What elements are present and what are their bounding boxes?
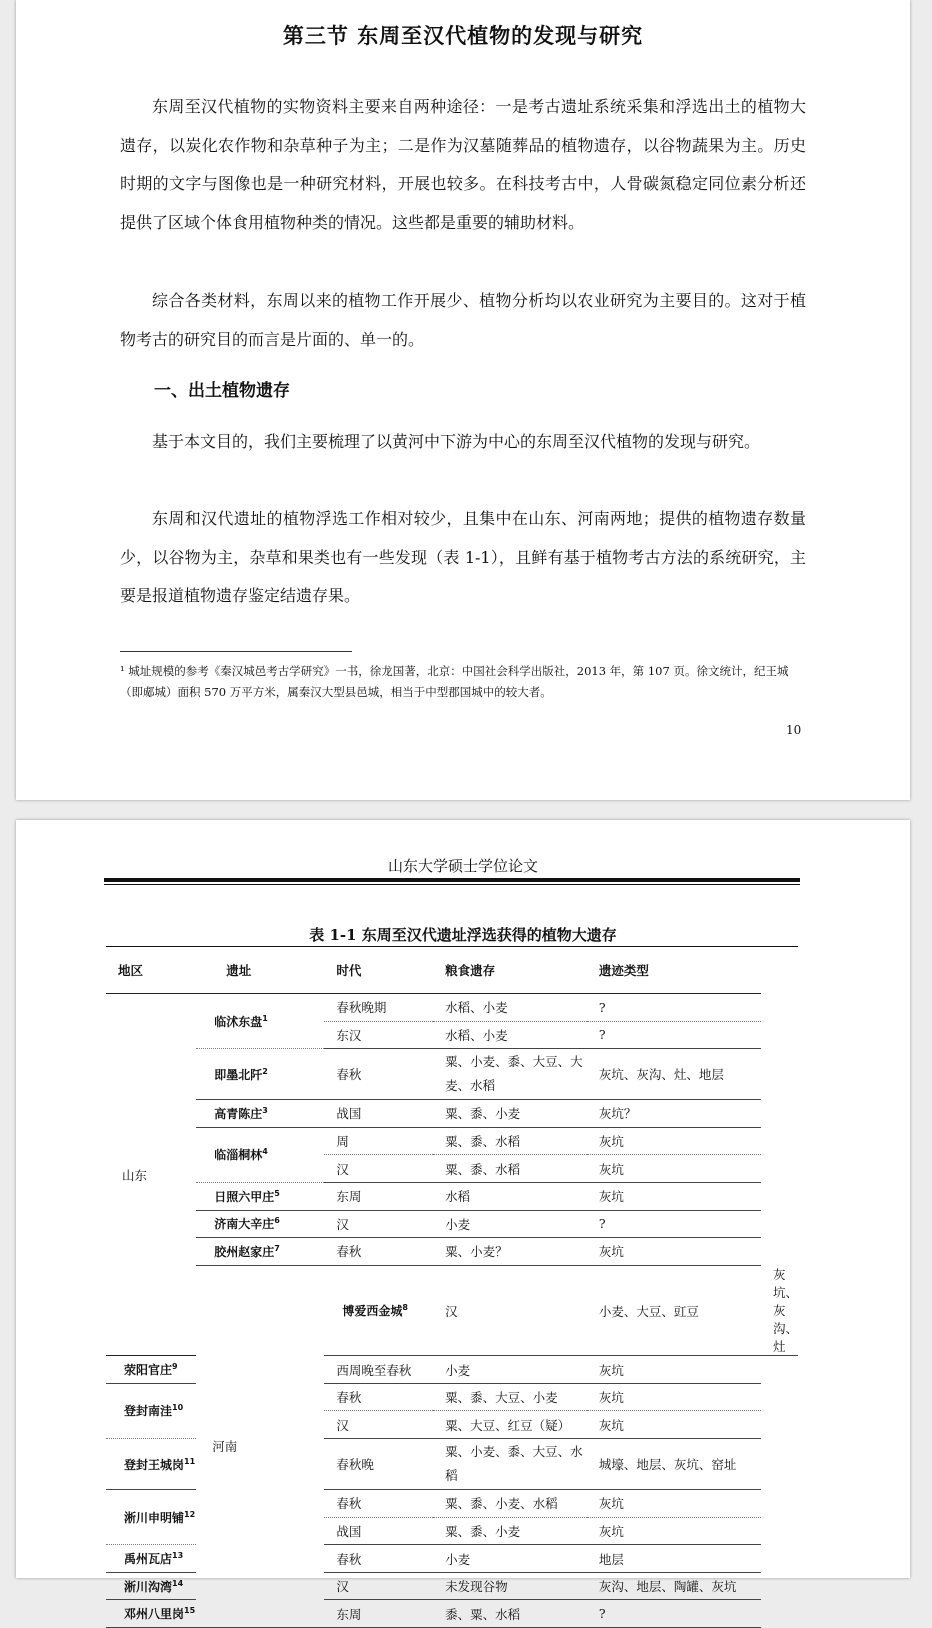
grain-cell: 粟、小麦、黍、大豆、大麦、水稻 [433, 1049, 587, 1100]
site-cell [196, 1182, 324, 1210]
table-row [106, 1127, 798, 1155]
col-header-region: 地区 [106, 947, 196, 994]
site-cell [196, 1210, 324, 1238]
site-cell [196, 1127, 324, 1182]
footnote-ref: 10 [172, 1403, 184, 1413]
site-cell [106, 1383, 196, 1438]
period-cell: 汉 [324, 1572, 433, 1600]
grain-cell: 水稻、小麦 [433, 1021, 587, 1049]
table-row [106, 1049, 798, 1100]
header-rule-thick [104, 878, 800, 882]
footnote-rule [120, 651, 352, 652]
feature-cell: ? [587, 1210, 761, 1238]
site-name: 临淄桐林 [214, 1148, 263, 1163]
site-cell [196, 994, 324, 1049]
period-cell: 春秋 [324, 1238, 433, 1266]
feature-cell: 城壕、地层、灰坑、窑址 [587, 1439, 761, 1490]
period-cell: 汉 [433, 1265, 587, 1356]
period-cell: 汉 [324, 1155, 433, 1183]
col-header-site: 遗址 [196, 947, 324, 994]
feature-cell: ? [587, 1021, 761, 1049]
site-name: 即墨北阡 [214, 1067, 263, 1082]
period-cell: 汉 [324, 1411, 433, 1439]
grain-cell: 黍、粟、水稻 [433, 1600, 587, 1628]
table-row [106, 994, 798, 1022]
feature-cell: 灰坑 [587, 1490, 761, 1518]
period-cell: 春秋 [324, 1490, 433, 1518]
col-header-feature: 遗迹类型 [587, 947, 761, 994]
period-cell: 春秋 [324, 1049, 433, 1100]
table-row [106, 1210, 798, 1238]
grain-cell: 粟、黍、水稻 [433, 1127, 587, 1155]
site-cell [196, 1049, 324, 1100]
feature-cell: 灰坑 [587, 1182, 761, 1210]
paragraph-4: 东周和汉代遗址的植物浮选工作相对较少，且集中在山东、河南两地；提供的植物遗存数量少，以谷物为主，杂草和果类也有一些发现（表 1-1），且鲜有基于植物考古方法的系统研究，主要是报道植物遗存鉴定结遗存果。 [120, 509, 806, 605]
feature-cell: ? [587, 994, 761, 1022]
site-name: 日照六甲庄 [214, 1189, 275, 1204]
footnote-ref: 1 [262, 1013, 268, 1023]
site-name: 博爱西金城 [342, 1304, 403, 1318]
footnote-ref: 4 [262, 1147, 268, 1157]
table-row [106, 1265, 798, 1356]
plant-remains-table-wrap [106, 946, 798, 1628]
grain-cell: 粟、黍、小麦 [433, 1100, 587, 1128]
period-cell: 东周 [324, 1182, 433, 1210]
grain-cell: 小麦、大豆、豇豆 [587, 1265, 761, 1356]
grain-cell: 未发现谷物 [433, 1572, 587, 1600]
grain-cell: 粟、黍、大豆、小麦 [433, 1383, 587, 1411]
period-cell: 周 [324, 1127, 433, 1155]
section-title: 第三节 东周至汉代植物的发现与研究 [282, 24, 644, 48]
region-cell [106, 994, 196, 1356]
grain-cell: 水稻、小麦 [433, 994, 587, 1022]
feature-cell: ? [587, 1600, 761, 1628]
feature-cell: 灰沟、地层、陶罐、灰坑 [587, 1572, 761, 1600]
period-cell: 战国 [324, 1517, 433, 1545]
period-cell: 春秋 [324, 1545, 433, 1573]
feature-cell: 灰坑 [587, 1238, 761, 1266]
site-name: 荥阳官庄 [124, 1363, 173, 1378]
footnote-ref: 12 [184, 1509, 196, 1519]
region-cell [196, 1265, 324, 1627]
table-row [106, 1100, 798, 1128]
feature-cell: 灰坑 [587, 1356, 761, 1384]
feature-cell: 地层 [587, 1545, 761, 1573]
footnote-ref: 14 [172, 1578, 184, 1588]
site-name: 邓州八里岗 [124, 1607, 185, 1622]
site-cell [196, 1238, 324, 1266]
feature-cell: 灰坑、灰沟、灶 [761, 1265, 798, 1356]
table-header-row [106, 947, 798, 994]
grain-cell: 粟、大豆、红豆（疑） [433, 1411, 587, 1439]
period-cell: 春秋 [324, 1383, 433, 1411]
table-row [106, 1182, 798, 1210]
site-cell [106, 1600, 196, 1628]
grain-cell: 粟、黍、小麦、水稻 [433, 1490, 587, 1518]
feature-cell: 灰坑 [587, 1383, 761, 1411]
feature-cell: 灰坑 [587, 1127, 761, 1155]
footnote-ref: 5 [274, 1188, 280, 1198]
site-name: 淅川申明铺 [124, 1510, 185, 1525]
grain-cell: 粟、小麦、黍、大豆、水稻 [433, 1439, 587, 1490]
grain-cell: 小麦 [433, 1356, 587, 1384]
footnote-ref: 15 [184, 1606, 196, 1616]
site-cell [196, 1100, 324, 1128]
header-rule-thin [104, 884, 800, 885]
period-cell: 东汉 [324, 1021, 433, 1049]
site-name: 胶州赵家庄 [214, 1244, 275, 1259]
site-name: 高青陈庄 [214, 1106, 263, 1121]
site-name: 济南大辛庄 [214, 1217, 275, 1232]
period-cell: 西周晚至春秋 [324, 1356, 433, 1384]
plant-remains-table [106, 946, 798, 1628]
grain-cell: 粟、黍、水稻 [433, 1155, 587, 1183]
grain-cell: 粟、黍、小麦 [433, 1517, 587, 1545]
grain-cell: 小麦 [433, 1210, 587, 1238]
site-cell [106, 1490, 196, 1545]
feature-cell: 灰坑？ [587, 1100, 761, 1128]
footnote-ref: 9 [172, 1362, 178, 1372]
grain-cell: 小麦 [433, 1545, 587, 1573]
col-header-grain: 粮食遗存 [433, 947, 587, 994]
document-page-1 [16, 0, 910, 800]
site-cell [106, 1572, 196, 1600]
running-header: 山东大学硕士学位论文 [387, 857, 538, 875]
site-cell [106, 1545, 196, 1573]
footnote-ref: 7 [274, 1243, 280, 1253]
col-header-period: 时代 [324, 947, 433, 994]
paragraph-3: 基于本文目的，我们主要梳理了以黄河中下游为中心的东周至汉代植物的发现与研究。 [152, 432, 761, 451]
period-cell: 战国 [324, 1100, 433, 1128]
feature-cell: 灰坑 [587, 1155, 761, 1183]
site-name: 临沭东盘 [214, 1014, 263, 1029]
footnote-ref: 11 [184, 1456, 196, 1466]
footnote-ref: 3 [262, 1105, 268, 1115]
site-name: 禹州瓦店 [124, 1552, 173, 1567]
site-name: 登封南洼 [124, 1404, 173, 1419]
footnote-ref: 8 [402, 1303, 408, 1312]
region-label: 河南 [212, 1439, 238, 1455]
period-cell: 东周 [324, 1600, 433, 1628]
table-caption: 表 1-1 东周至汉代遗址浮选获得的植物大遗存 [309, 926, 617, 944]
region-label: 山东 [122, 1167, 148, 1183]
footnote-ref: 13 [172, 1551, 184, 1561]
feature-cell: 灰坑 [587, 1517, 761, 1545]
period-cell: 春秋晚期 [324, 994, 433, 1022]
site-cell [106, 1356, 196, 1384]
grain-cell: 水稻 [433, 1182, 587, 1210]
paragraph-1: 东周至汉代植物的实物资料主要来自两种途径：一是考古遗址系统采集和浮选出土的植物大遗存，以炭化农作物和杂草种子为主；二是作为汉墓随葬品的植物遗存，以谷物蔬果为主。历史时期的文字与图像也是一种研究材料，开展也较多。在科技考古中，人骨碳氮稳定同位素分析还提供了区域个体食用植物种类的情况。这些都是重要的辅助材料。 [120, 97, 806, 232]
footnote-ref: 2 [262, 1066, 268, 1076]
grain-cell: 粟、小麦？ [433, 1238, 587, 1266]
feature-cell: 灰坑 [587, 1411, 761, 1439]
period-cell: 春秋晚 [324, 1439, 433, 1490]
site-cell [324, 1265, 433, 1356]
footnote: ¹ 城址规模的参考《秦汉城邑考古学研究》一书，徐龙国著，北京：中国社会科学出版社，2013 年，第 107 页。徐文统计，纪王城（即郕城）面积 570 万平方米，属秦汉大型县邑城，相当于中型郡国城中的较大者。 [120, 664, 789, 699]
feature-cell: 灰坑、灰沟、灶、地层 [587, 1049, 761, 1100]
paragraph-2: 综合各类材料，东周以来的植物工作开展少、植物分析均以农业研究为主要目的。这对于植物考古的研究目的而言是片面的、单一的。 [120, 291, 806, 349]
site-name: 登封王城岗 [124, 1457, 185, 1472]
page-number: 10 [786, 723, 802, 737]
table-row [106, 1238, 798, 1266]
subsection-heading: 一、出土植物遗存 [154, 381, 290, 401]
document-page-2 [16, 820, 910, 1622]
period-cell: 汉 [324, 1210, 433, 1238]
site-name: 淅川沟湾 [124, 1579, 173, 1594]
site-cell [106, 1439, 196, 1490]
footnote-ref: 6 [274, 1216, 280, 1226]
